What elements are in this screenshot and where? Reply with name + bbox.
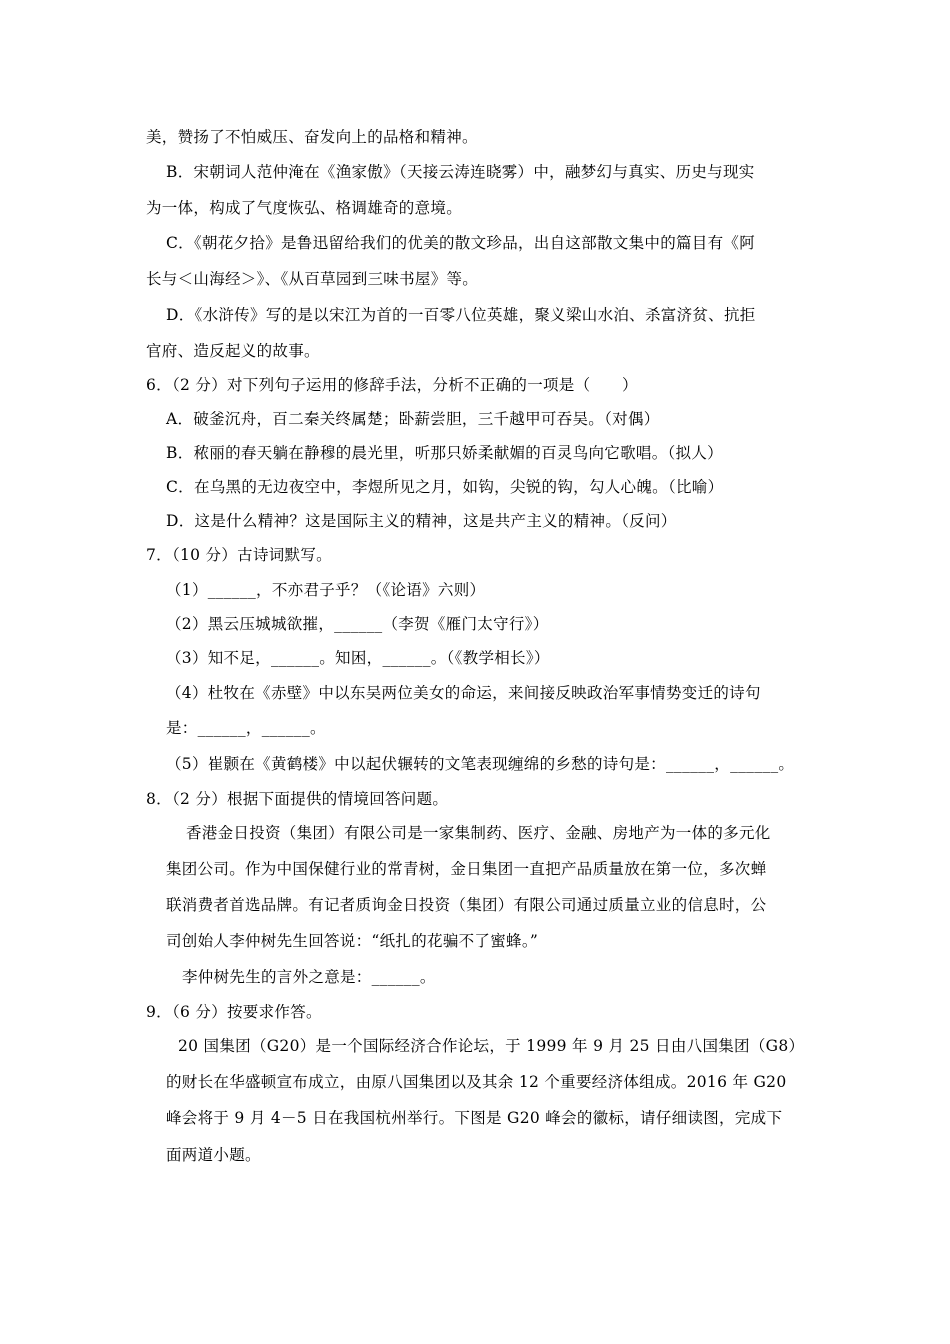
q7-item-5: （5）崔颢在《黄鹤楼》中以起伏辗转的文笔表现缠绵的乡愁的诗句是：______，______。 (166, 755, 795, 773)
q8-passage-line: 香港金日投资（集团）有限公司是一家集制药、医疗、金融、房地产为一体的多元化 (186, 824, 771, 842)
text-line: 美，赞扬了不怕威压、奋发向上的品格和精神。 (146, 128, 478, 146)
q7-item-3: （3）知不足，______。知困，______。（《教学相长》） (166, 649, 550, 667)
q6-option-b: B．秾丽的春天躺在静穆的晨光里，听那只娇柔献媚的百灵鸟向它歌唱。（拟人） (166, 444, 723, 462)
q9-passage-line: 20 国集团（G20）是一个国际经济合作论坛，于 1999 年 9 月 25 日由八国集团（G8） (178, 1037, 805, 1055)
q6-option-a: A．破釜沉舟，百二秦关终属楚；卧薪尝胆，三千越甲可吞吴。（对偶） (166, 410, 660, 428)
question-6-title: 6．（2 分）对下列句子运用的修辞手法，分析不正确的一项是（ ） (146, 376, 638, 394)
q7-item-1: （1）______，不亦君子乎？（《论语》六则） (166, 581, 486, 599)
q7-item-2: （2）黑云压城城欲摧，______（李贺《雁门太守行》） (166, 615, 549, 633)
option-b-line: B．宋朝词人范仲淹在《渔家傲》（天接云涛连晓雾）中，融梦幻与真实、历史与现实 (166, 163, 755, 181)
text-line: 为一体，构成了气度恢弘、格调雄奇的意境。 (146, 199, 463, 217)
q9-passage-line: 峰会将于 9 月 4－5 日在我国杭州举行。下图是 G20 峰会的徽标，请仔细读图，完成下 (166, 1109, 783, 1127)
q7-item-4-cont: 是：______，______。 (166, 719, 326, 737)
text-line: 官府、造反起义的故事。 (146, 342, 320, 360)
question-8-title: 8．（2 分）根据下面提供的情境回答问题。 (146, 790, 449, 808)
option-d-line: D．《水浒传》写的是以宋江为首的一百零八位英雄，聚义梁山水泊、杀富济贫、抗拒 (166, 306, 756, 324)
q7-item-4: （4）杜牧在《赤壁》中以东吴两位美女的命运，来间接反映政治军事情势变迁的诗句 (166, 684, 761, 702)
q8-passage-line: 联消费者首选品牌。有记者质询金日投资（集团）有限公司通过质量立业的信息时，公 (166, 896, 767, 914)
q8-passage-line: 司创始人李仲树先生回答说：“纸扎的花骗不了蜜蜂。” (166, 932, 539, 950)
q6-option-d: D．这是什么精神？这是国际主义的精神，这是共产主义的精神。（反问） (166, 512, 677, 530)
option-c-line: C．《朝花夕拾》是鲁迅留给我们的优美的散文珍品，出自这部散文集中的篇目有《阿 (166, 234, 756, 252)
q9-passage-line: 的财长在华盛顿宣布成立，由原八国集团以及其余 12 个重要经济体组成。2016 年 G20 (166, 1073, 787, 1091)
q8-passage-line: 集团公司。作为中国保健行业的常青树，金日集团一直把产品质量放在第一位，多次蝉 (166, 860, 767, 878)
question-7-title: 7．（10 分）古诗词默写。 (146, 546, 332, 564)
question-9-title: 9．（6 分）按要求作答。 (146, 1003, 322, 1021)
q8-answer-line: 李仲树先生的言外之意是：______。 (182, 968, 436, 986)
text-line: 长与＜山海经＞》、《从百草园到三味书屋》等。 (146, 270, 479, 288)
q9-passage-line: 面两道小题。 (166, 1146, 261, 1164)
q6-option-c: C．在乌黑的无边夜空中，李煜所见之月，如钩，尖锐的钩，勾人心魄。（比喻） (166, 478, 724, 496)
